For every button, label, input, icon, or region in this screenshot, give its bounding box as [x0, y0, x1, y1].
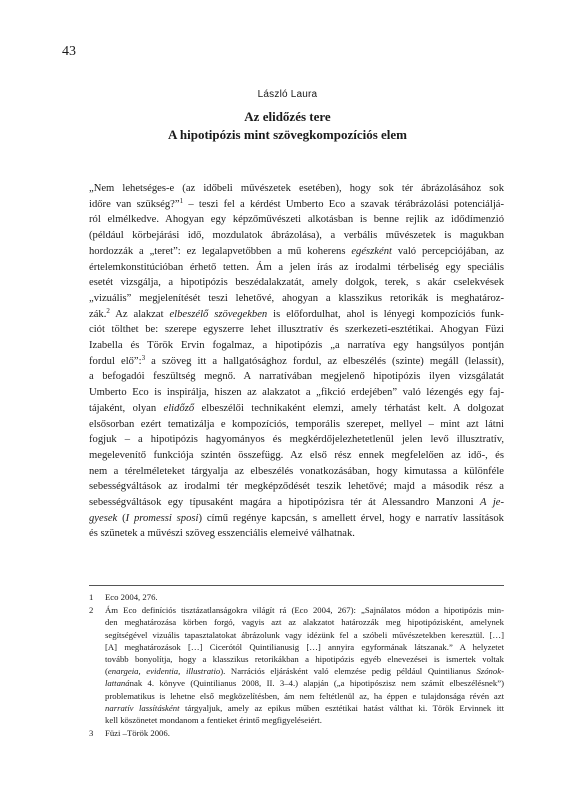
text-segment: tárgyaljuk, amely az epikus műben esztétikai hatást válthat ki. Török Ervinnek itt [179, 702, 504, 713]
text-segment: sebességváltások az irodalmi tér megképződését teszik lehetővé; majd a második rész a [89, 481, 504, 493]
footnote-reference: 3 [141, 353, 146, 362]
text-segment: Eco 2004, 276. [105, 592, 158, 602]
text-line [89, 432, 504, 448]
italic-text: elidőző [163, 402, 195, 414]
text-line [89, 181, 504, 197]
text-line [105, 665, 504, 677]
text-line [89, 322, 504, 338]
text-segment: den meghatározása körben forgó, vagyis azt az alakzatot határozzák meg hipotipózisként, amelynek [105, 617, 504, 628]
text-line [89, 197, 504, 213]
footnotes [89, 585, 504, 740]
text-segment: Umberto Eco is inspirálja, hiszen az alakzatot a „fikció erdejében” való lézengés egy faj- [89, 387, 504, 399]
text-segment: sebességváltások egy típusaként magára a hipotipózisra tér át Alessandro Manzoni [89, 497, 481, 509]
text-segment: ( [105, 666, 108, 677]
text-segment: fordul elő”: [89, 355, 142, 367]
footnote-reference: 2 [106, 306, 110, 315]
text-segment: ( [117, 512, 126, 524]
italic-text: Szónok- [476, 666, 504, 677]
text-segment: problematikus is lehetne első megközelítésben, ám nem feltétlenül az, ha éppen e tulajdonsága révén azt [105, 690, 504, 701]
text-segment: ciót tölthet be: szerepe egyszerre lehet illusztratív és szerkezeti-esztétikai. Ahogyan Füzi [89, 324, 504, 336]
italic-text: I promessi sposi [125, 512, 199, 524]
text-segment: ról elmélkedve. Ahogyan egy képzőművészeti alkotásban is benne rejlik az idődímenzió [89, 214, 504, 226]
text-segment: is előfordulhat, ahol is lényegi kompozíciós funk- [267, 308, 504, 320]
article-subtitle: A hipotipózis mint szövegkompozíciós elem [167, 127, 408, 142]
text-segment: esetét vizsgálja, a hipotipózis beszédalakzatát, amely dolgok, terek, s akár cselekvések [89, 277, 504, 289]
footnote [89, 604, 504, 726]
footnote-number: 3 [89, 728, 94, 739]
italic-text: narratív lassításként [105, 702, 180, 713]
body-paragraph [89, 181, 504, 542]
footnote-number: 2 [89, 605, 94, 616]
text-segment: (például körbejárási idő, mozdulatok ábrázolása), a verbális művészetek is magukban [89, 230, 504, 242]
text-segment: értelemkonstitúcióban érhető tetten. Ám a jelen írás az irodalmi térbeliség egy speciális [89, 261, 504, 273]
footnote-number: 1 [89, 592, 94, 602]
text-line [89, 244, 504, 260]
title-block [0, 108, 575, 144]
text-line [105, 702, 504, 714]
text-segment: – teszi fel a kérdést Umberto Eco a szavak térábrázolási potenciáljá- [183, 198, 504, 210]
text-line [105, 604, 504, 616]
text-segment: időre van szükség?” [89, 198, 180, 210]
text-line [105, 714, 504, 726]
text-segment: Ám Eco definíciós tisztázatlanságokra világít rá (Eco 2004, 267): „Sajnálatos módon a hipotipózis min- [105, 605, 504, 616]
text-segment: ). Narrációs eljárásként való elemzése pedig például Quintilianus [220, 666, 477, 677]
italic-text: gyesek [89, 512, 118, 524]
text-line [89, 401, 504, 417]
text-line [105, 616, 504, 628]
text-segment: nak 4. könyve (Quintilianus 2008, II. 3–4.) alapján („a hipotipószisz nem számít elbeszélésnek”) [129, 678, 504, 689]
text-line [89, 479, 504, 495]
text-segment: megelevenítő funkciója szintén összefügg. Az első rész ennek megfelelően az idő-, és [89, 449, 504, 461]
italic-text: egészként [351, 245, 392, 257]
text-line [89, 385, 504, 401]
text-segment: kell köszönetet mondanom a fentieket érintő megfigyeléseiért. [105, 715, 322, 726]
text-segment: elsősorban ezért tematizálja e kompozíciós, temporális szerepet, mellyel – mint azt látni [89, 418, 504, 430]
text-segment: segítségével vizuális tapasztalatokat ábrázolunk vagy idézünk fel a szóbeli művészetekben keresztül. […] [105, 629, 504, 640]
author-name: László Laura [257, 89, 318, 100]
text-segment: Füzi –Török 2006. [105, 728, 170, 739]
text-line [89, 307, 504, 323]
text-segment: tovább bonyolítja, hogy a klasszikus retorikákban a hipotipózis egyéb elnevezései is ismertek voltak [105, 654, 504, 665]
text-line [89, 260, 504, 276]
text-line [89, 495, 504, 511]
text-line [89, 275, 504, 291]
text-line [105, 591, 504, 603]
text-segment: fogjuk – a hipotipózis hagyományos és megkérdőjelezhetetlenül jelen levő illusztratív, [89, 434, 504, 446]
footnote-reference: 1 [179, 196, 184, 205]
text-line [105, 653, 504, 665]
italic-text: elbeszélő szövegekben [169, 308, 268, 320]
italic-text: A je- [480, 497, 504, 509]
text-line [89, 511, 504, 527]
text-segment: „Nem lehetséges-e (az időbeli művészetek esetében), hogy sok tér ábrázolásához sok [89, 183, 504, 194]
text-segment: a befogadói feszültség megnő. A narratívában megjelenő hipotipózis ilyen vizsgálatát [89, 371, 504, 383]
text-segment: ) című regénye kapcsán, s amellett érvel, hogy e narratív lassítások [198, 512, 504, 524]
footnote [89, 591, 504, 603]
text-segment: hordozzák a „teret”: ez legalapvetőbben a mű koherens [89, 245, 352, 257]
text-segment: való percepciójában, az [391, 245, 504, 257]
text-line [89, 526, 504, 542]
article-title: Az elidőzés tere [244, 109, 331, 124]
text-segment: nem a térelméleteket tárgyalja az elbeszélés vonatkozásában, hogy kimutassa a különféle [89, 465, 504, 477]
italic-text: lattaná [105, 678, 130, 689]
text-line [89, 212, 504, 228]
text-segment: elbeszélői technikaként elemzi, amely térhatást kelt. A dolgozat [194, 402, 504, 414]
text-segment: Izabella és Török Ervin fogalmaz, a hipotipózis „a narratíva egy hangsúlyos pontján [89, 340, 504, 352]
text-line [89, 354, 504, 370]
text-line [105, 677, 504, 689]
text-segment: zák. [89, 308, 107, 320]
text-segment: és szünetek a művészi szöveg esszenciális elemeivé válhatnak. [89, 528, 355, 540]
text-line [89, 291, 504, 307]
text-segment: [A] meghatározások […] Cicerótól Quintilianusig […] annyira egyformának látszanak.” A helyzetet [105, 641, 504, 652]
text-line [89, 228, 504, 244]
text-line [89, 448, 504, 464]
text-line [89, 417, 504, 433]
text-segment: „vizuális” megjelenítését teszi lehetővé, ahogyan a klasszikus retorikák is meghatároz- [89, 292, 504, 304]
text-line [89, 369, 504, 385]
text-line [89, 338, 504, 354]
text-segment: a szöveg itt a hallgatósághoz fordul, az elbeszélés (szinte) megáll (lelassít), [145, 355, 504, 367]
footnote [89, 727, 504, 739]
text-segment: Az alakzat [109, 308, 170, 320]
text-line [105, 629, 504, 641]
italic-text: enargeia, evidentia, illustratio [107, 666, 221, 677]
text-line [89, 464, 504, 480]
text-line [105, 727, 504, 739]
text-line [105, 641, 504, 653]
page-number: 43 [62, 44, 76, 59]
text-segment: tájaként, olyan [89, 402, 164, 414]
text-line [105, 690, 504, 702]
